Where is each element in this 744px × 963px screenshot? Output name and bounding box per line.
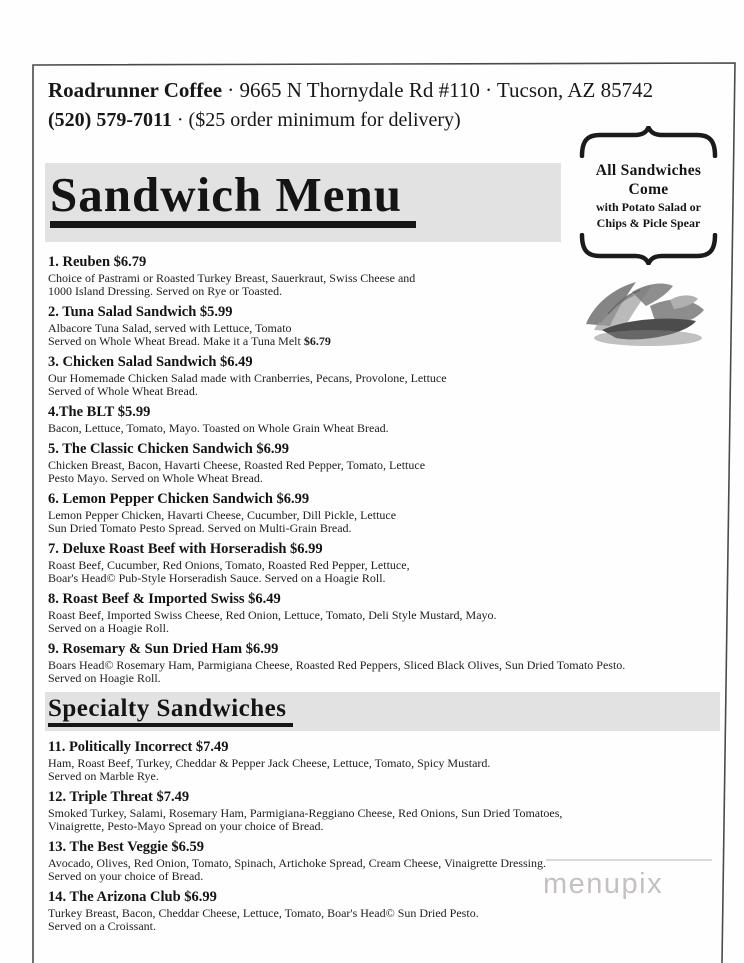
- menu-header: [48, 78, 653, 132]
- menu-item-desc: Choice of Pastrami or Roasted Turkey Breast, Sauerkraut, Swiss Cheese and: [48, 271, 416, 285]
- menu-item-title: 1. Reuben $6.79: [48, 254, 147, 270]
- menu-item-title: 3. Chicken Salad Sandwich $6.49: [48, 354, 253, 370]
- restaurant-name: Roadrunner Coffee: [48, 78, 223, 102]
- menu-item-title: 9. Rosemary & Sun Dried Ham $6.99: [48, 641, 279, 657]
- menu-item-desc: Served on your choice of Bread.: [48, 869, 204, 883]
- menu-item: [48, 642, 710, 685]
- menu-item-desc: Ham, Roast Beef, Turkey, Cheddar & Pepper Jack Cheese, Lettuce, Tomato, Spicy Mustard.: [48, 756, 491, 770]
- menu-item: [48, 355, 710, 398]
- menu-item-desc: Smoked Turkey, Salami, Rosemary Ham, Parmigiana-Reggiano Cheese, Red Onions, Sun Dried Tomatoes,: [48, 806, 563, 820]
- specialty-heading: Specialty Sandwiches: [48, 695, 293, 727]
- menu-item-desc: Vinaigrette, Pesto-Mayo Spread on your choice of Bread.: [48, 819, 324, 833]
- menu-item-desc: Served on a Hoagie Roll.: [48, 621, 169, 635]
- specialty-section-strip: [45, 692, 720, 731]
- menu-item-desc: Lemon Pepper Chicken, Havarti Cheese, Cucumber, Dill Pickle, Lettuce: [48, 508, 397, 522]
- menu-item-title: 8. Roast Beef & Imported Swiss $6.49: [48, 591, 281, 607]
- menu-item-desc: Turkey Breast, Bacon, Cheddar Cheese, Lettuce, Tomato, Boar's Head© Sun Dried Pesto.: [48, 906, 479, 920]
- menu-item-desc: Served on Whole Wheat Bread. Make it a Tuna Melt $6.79: [48, 334, 331, 348]
- watermark: menupix: [543, 868, 664, 900]
- restaurant-address: · 9665 N Thornydale Rd #110 · Tucson, AZ 85742: [222, 78, 654, 102]
- menu-item-desc: Our Homemade Chicken Salad made with Cranberries, Pecans, Provolone, Lettuce: [48, 371, 447, 385]
- menu-item-title: 2. Tuna Salad Sandwich $5.99: [48, 304, 233, 320]
- menu-item-desc: Boar's Head© Pub-Style Horseradish Sauce. Served on a Hoagie Roll.: [48, 571, 386, 585]
- menu-item: [48, 405, 710, 435]
- menu-item-desc: Sun Dried Tomato Pesto Spread. Served on Multi-Grain Bread.: [48, 521, 352, 535]
- menu-item-desc: Roast Beef, Cucumber, Red Onions, Tomato, Roasted Red Pepper, Lettuce,: [48, 558, 410, 572]
- menu-item-title: 12. Triple Threat $7.49: [48, 789, 190, 805]
- menu-item-desc: Roast Beef, Imported Swiss Cheese, Red Onion, Lettuce, Tomato, Deli Style Mustard, Mayo.: [48, 608, 497, 622]
- menu-item-title: 13. The Best Veggie $6.59: [48, 839, 205, 855]
- menu-item: [48, 542, 710, 585]
- menu-item-desc: Albacore Tuna Salad, served with Lettuce, Tomato: [48, 321, 292, 335]
- menu-item-desc: Served on Marble Rye.: [48, 769, 159, 783]
- menu-item-desc: Avocado, Olives, Red Onion, Tomato, Spinach, Artichoke Spread, Cream Cheese, Vinaigrette Dressing.: [48, 856, 546, 870]
- menu-item-title: 5. The Classic Chicken Sandwich $6.99: [48, 441, 290, 457]
- menu-item-desc: Served on Hoagie Roll.: [48, 671, 161, 685]
- sides-callout: [577, 126, 720, 265]
- delivery-note: · ($25 order minimum for delivery): [171, 109, 461, 131]
- callout-text: [577, 161, 720, 231]
- menu-item-title: 6. Lemon Pepper Chicken Sandwich $6.99: [48, 491, 310, 507]
- tuna-melt-price: $6.79: [303, 334, 331, 348]
- menu-items-column: [48, 255, 710, 940]
- menu-item: [48, 442, 710, 485]
- menu-item-desc: Pesto Mayo. Served on Whole Wheat Bread.: [48, 471, 263, 485]
- menu-item: [48, 790, 710, 833]
- menu-item: [48, 592, 710, 635]
- callout-line-1: All Sandwiches Come: [595, 162, 702, 198]
- menu-item: [48, 492, 710, 535]
- callout-line-3: Chips & Picle Spear: [596, 216, 701, 230]
- menu-item: [48, 255, 710, 298]
- menu-item-title: 14. The Arizona Club $6.99: [48, 889, 217, 905]
- callout-line-2: with Potato Salad or: [596, 200, 701, 214]
- menu-item-desc: Bacon, Lettuce, Tomato, Mayo. Toasted on Whole Grain Wheat Bread.: [48, 421, 389, 435]
- menu-item-title: 11. Politically Incorrect $7.49: [48, 739, 229, 755]
- menu-item: [48, 740, 710, 783]
- restaurant-address-line: [48, 78, 653, 102]
- restaurant-phone: (520) 579-7011: [48, 109, 172, 131]
- watermark-line: [546, 859, 712, 861]
- menu-item-desc: 1000 Island Dressing. Served on Rye or Toasted.: [48, 284, 283, 298]
- title-strip: [45, 163, 561, 242]
- menu-item-desc: Served of Whole Wheat Bread.: [48, 384, 198, 398]
- brace-top-icon: [577, 126, 720, 158]
- menu-item-desc: Boars Head© Rosemary Ham, Parmigiana Cheese, Roasted Red Peppers, Sliced Black Olives, Sun Dried Tomato Pesto.: [48, 658, 626, 672]
- menu-item-title: 4.The BLT $5.99: [48, 404, 151, 420]
- menu-item-desc: Served on a Croissant.: [48, 919, 156, 933]
- menu-item-title: 7. Deluxe Roast Beef with Horseradish $6.99: [48, 541, 323, 557]
- menu-item-desc: Chicken Breast, Bacon, Havarti Cheese, Roasted Red Pepper, Tomato, Lettuce: [48, 458, 426, 472]
- page-title: Sandwich Menu: [50, 170, 416, 228]
- restaurant-phone-line: [48, 109, 653, 132]
- menu-item: [48, 305, 710, 348]
